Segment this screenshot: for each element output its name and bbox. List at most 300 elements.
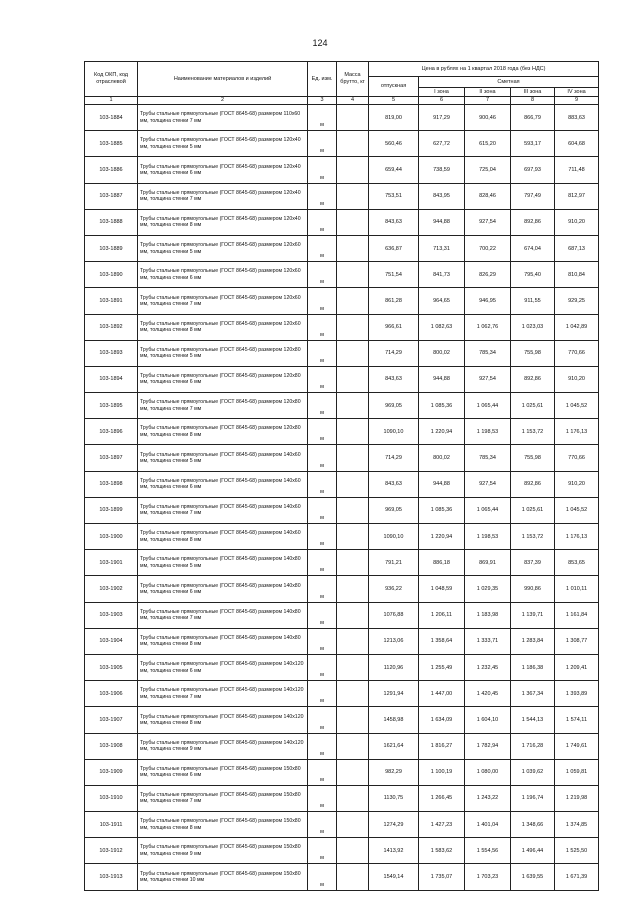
table-row xyxy=(85,785,599,811)
col-number: 1 xyxy=(85,97,138,105)
row-mass xyxy=(337,288,369,314)
header-price-group: Цена в рублях на 1 квартал 2018 года (без НДС) xyxy=(369,62,599,77)
table-row xyxy=(85,419,599,445)
row-zone-2-price: 1 080,00 xyxy=(465,759,511,785)
row-zone-3-price: 866,79 xyxy=(511,105,555,131)
row-release-price: 969,05 xyxy=(369,393,419,419)
row-mass xyxy=(337,105,369,131)
row-code: 103-1910 xyxy=(85,785,138,811)
row-name: Трубы стальные прямоугольные (ГОСТ 8645-68) размером 120x60 мм, толщина стенки 7 мм xyxy=(138,288,308,314)
row-release-price: 1120,96 xyxy=(369,654,419,680)
table-row xyxy=(85,759,599,785)
row-zone-2-price: 1 062,76 xyxy=(465,314,511,340)
header-release: отпускная xyxy=(369,77,419,97)
row-code: 103-1888 xyxy=(85,209,138,235)
row-zone-4-price: 1 176,13 xyxy=(555,524,599,550)
row-zone-4-price: 1 176,13 xyxy=(555,419,599,445)
row-unit: м xyxy=(308,235,337,261)
row-unit: м xyxy=(308,733,337,759)
row-zone-4-price: 1 749,61 xyxy=(555,733,599,759)
row-zone-1-price: 1 735,07 xyxy=(419,864,465,890)
row-zone-2-price: 946,95 xyxy=(465,288,511,314)
row-name: Трубы стальные прямоугольные (ГОСТ 8645-68) размером 150x80 мм, толщина стенки 8 мм xyxy=(138,812,308,838)
row-code: 103-1896 xyxy=(85,419,138,445)
row-zone-4-price: 1 042,89 xyxy=(555,314,599,340)
row-zone-2-price: 869,91 xyxy=(465,550,511,576)
row-mass xyxy=(337,707,369,733)
row-zone-4-price: 1 045,52 xyxy=(555,393,599,419)
row-name: Трубы стальные прямоугольные (ГОСТ 8645-68) размером 120x80 мм, толщина стенки 7 мм xyxy=(138,393,308,419)
col-number: 8 xyxy=(511,97,555,105)
row-code: 103-1892 xyxy=(85,314,138,340)
row-name: Трубы стальные прямоугольные (ГОСТ 8645-68) размером 140x60 мм, толщина стенки 7 мм xyxy=(138,497,308,523)
table-row xyxy=(85,654,599,680)
row-unit: м xyxy=(308,759,337,785)
row-zone-3-price: 911,55 xyxy=(511,288,555,314)
row-zone-4-price: 883,63 xyxy=(555,105,599,131)
table-row xyxy=(85,497,599,523)
row-zone-1-price: 1 816,27 xyxy=(419,733,465,759)
row-zone-1-price: 1 583,62 xyxy=(419,838,465,864)
row-unit: м xyxy=(308,628,337,654)
row-mass xyxy=(337,340,369,366)
table-row xyxy=(85,733,599,759)
row-name: Трубы стальные прямоугольные (ГОСТ 8645-68) размером 120x80 мм, толщина стенки 5 мм xyxy=(138,340,308,366)
row-unit: м xyxy=(308,314,337,340)
row-zone-3-price: 1 367,34 xyxy=(511,681,555,707)
row-name: Трубы стальные прямоугольные (ГОСТ 8645-68) размером 140x60 мм, толщина стенки 5 мм xyxy=(138,445,308,471)
row-name: Трубы стальные прямоугольные (ГОСТ 8645-68) размером 120x40 мм, толщина стенки 7 мм xyxy=(138,183,308,209)
row-zone-4-price: 604,68 xyxy=(555,131,599,157)
row-mass xyxy=(337,497,369,523)
table-row xyxy=(85,864,599,890)
row-code: 103-1899 xyxy=(85,497,138,523)
row-zone-2-price: 1 198,53 xyxy=(465,419,511,445)
row-release-price: 1076,88 xyxy=(369,602,419,628)
row-zone-2-price: 1 604,10 xyxy=(465,707,511,733)
row-zone-3-price: 755,98 xyxy=(511,340,555,366)
row-zone-2-price: 826,29 xyxy=(465,262,511,288)
row-unit: м xyxy=(308,288,337,314)
row-zone-1-price: 944,88 xyxy=(419,209,465,235)
row-name: Трубы стальные прямоугольные (ГОСТ 8645-68) размером 120x80 мм, толщина стенки 8 мм xyxy=(138,419,308,445)
table-row xyxy=(85,340,599,366)
row-zone-1-price: 886,18 xyxy=(419,550,465,576)
row-name: Трубы стальные прямоугольные (ГОСТ 8645-68) размером 150x80 мм, толщина стенки 9 мм xyxy=(138,838,308,864)
table-row xyxy=(85,812,599,838)
row-release-price: 714,29 xyxy=(369,445,419,471)
row-zone-2-price: 785,34 xyxy=(465,340,511,366)
row-code: 103-1912 xyxy=(85,838,138,864)
table-row xyxy=(85,314,599,340)
row-zone-1-price: 713,31 xyxy=(419,235,465,261)
table-row xyxy=(85,105,599,131)
header-unit: Ед. изм. xyxy=(308,62,337,97)
row-mass xyxy=(337,524,369,550)
row-release-price: 1458,98 xyxy=(369,707,419,733)
row-unit: м xyxy=(308,864,337,890)
table-row xyxy=(85,183,599,209)
row-mass xyxy=(337,785,369,811)
row-mass xyxy=(337,812,369,838)
row-code: 103-1905 xyxy=(85,654,138,680)
row-zone-4-price: 929,25 xyxy=(555,288,599,314)
row-mass xyxy=(337,209,369,235)
table-row xyxy=(85,576,599,602)
row-mass xyxy=(337,681,369,707)
row-name: Трубы стальные прямоугольные (ГОСТ 8645-68) размером 120x80 мм, толщина стенки 6 мм xyxy=(138,366,308,392)
row-zone-2-price: 900,46 xyxy=(465,105,511,131)
row-zone-3-price: 1 639,55 xyxy=(511,864,555,890)
row-unit: м xyxy=(308,131,337,157)
row-unit: м xyxy=(308,497,337,523)
table-body xyxy=(85,105,599,891)
row-zone-4-price: 770,66 xyxy=(555,340,599,366)
row-name: Трубы стальные прямоугольные (ГОСТ 8645-68) размером 120x60 мм, толщина стенки 6 мм xyxy=(138,262,308,288)
col-number: 7 xyxy=(465,97,511,105)
row-mass xyxy=(337,628,369,654)
row-code: 103-1897 xyxy=(85,445,138,471)
row-release-price: 843,63 xyxy=(369,209,419,235)
row-zone-1-price: 841,73 xyxy=(419,262,465,288)
row-mass xyxy=(337,235,369,261)
row-release-price: 560,46 xyxy=(369,131,419,157)
row-mass xyxy=(337,602,369,628)
header-estimate: Сметная xyxy=(419,77,599,88)
row-release-price: 1213,06 xyxy=(369,628,419,654)
row-zone-3-price: 755,98 xyxy=(511,445,555,471)
row-zone-3-price: 1 153,72 xyxy=(511,419,555,445)
row-zone-3-price: 1 496,44 xyxy=(511,838,555,864)
row-zone-4-price: 1 308,77 xyxy=(555,628,599,654)
row-name: Трубы стальные прямоугольные (ГОСТ 8645-68) размером 140x120 мм, толщина стенки 6 мм xyxy=(138,654,308,680)
table-row xyxy=(85,550,599,576)
row-release-price: 1090,10 xyxy=(369,524,419,550)
row-code: 103-1884 xyxy=(85,105,138,131)
row-release-price: 1130,75 xyxy=(369,785,419,811)
row-name: Трубы стальные прямоугольные (ГОСТ 8645-68) размером 120x40 мм, толщина стенки 8 мм xyxy=(138,209,308,235)
row-zone-3-price: 892,86 xyxy=(511,471,555,497)
row-unit: м xyxy=(308,654,337,680)
row-zone-4-price: 910,20 xyxy=(555,471,599,497)
row-code: 103-1902 xyxy=(85,576,138,602)
col-number: 9 xyxy=(555,97,599,105)
row-release-price: 1291,94 xyxy=(369,681,419,707)
row-code: 103-1894 xyxy=(85,366,138,392)
row-zone-1-price: 1 427,23 xyxy=(419,812,465,838)
row-unit: м xyxy=(308,419,337,445)
row-zone-4-price: 1 219,98 xyxy=(555,785,599,811)
row-name: Трубы стальные прямоугольные (ГОСТ 8645-68) размером 150x80 мм, толщина стенки 10 мм xyxy=(138,864,308,890)
header-name: Наименование материалов и изделий xyxy=(138,62,308,97)
row-zone-3-price: 1 283,84 xyxy=(511,628,555,654)
row-zone-3-price: 1 153,72 xyxy=(511,524,555,550)
row-mass xyxy=(337,654,369,680)
row-zone-4-price: 1 525,50 xyxy=(555,838,599,864)
row-zone-4-price: 1 161,84 xyxy=(555,602,599,628)
row-zone-1-price: 1 085,36 xyxy=(419,393,465,419)
row-code: 103-1913 xyxy=(85,864,138,890)
header-zone-3: III зона xyxy=(511,88,555,97)
row-unit: м xyxy=(308,550,337,576)
row-name: Трубы стальные прямоугольные (ГОСТ 8645-68) размером 140x80 мм, толщина стенки 7 мм xyxy=(138,602,308,628)
row-zone-4-price: 1 574,11 xyxy=(555,707,599,733)
table-row xyxy=(85,131,599,157)
row-name: Трубы стальные прямоугольные (ГОСТ 8645-68) размером 140x120 мм, толщина стенки 8 мм xyxy=(138,707,308,733)
row-code: 103-1885 xyxy=(85,131,138,157)
row-release-price: 843,63 xyxy=(369,366,419,392)
row-zone-1-price: 1 100,19 xyxy=(419,759,465,785)
table-row xyxy=(85,445,599,471)
row-code: 103-1908 xyxy=(85,733,138,759)
row-zone-1-price: 1 447,00 xyxy=(419,681,465,707)
row-zone-1-price: 944,88 xyxy=(419,366,465,392)
row-release-price: 982,29 xyxy=(369,759,419,785)
row-code: 103-1893 xyxy=(85,340,138,366)
row-zone-2-price: 700,22 xyxy=(465,235,511,261)
col-number: 6 xyxy=(419,97,465,105)
table-row xyxy=(85,366,599,392)
row-code: 103-1909 xyxy=(85,759,138,785)
row-unit: м xyxy=(308,393,337,419)
row-zone-2-price: 1 420,45 xyxy=(465,681,511,707)
row-unit: м xyxy=(308,340,337,366)
row-unit: м xyxy=(308,602,337,628)
row-code: 103-1887 xyxy=(85,183,138,209)
row-zone-1-price: 944,88 xyxy=(419,471,465,497)
row-code: 103-1906 xyxy=(85,681,138,707)
row-zone-2-price: 1 401,04 xyxy=(465,812,511,838)
table-row xyxy=(85,602,599,628)
row-code: 103-1911 xyxy=(85,812,138,838)
row-zone-4-price: 1 374,85 xyxy=(555,812,599,838)
row-zone-3-price: 1 039,62 xyxy=(511,759,555,785)
row-zone-3-price: 1 348,66 xyxy=(511,812,555,838)
row-mass xyxy=(337,445,369,471)
row-code: 103-1907 xyxy=(85,707,138,733)
row-release-price: 751,54 xyxy=(369,262,419,288)
row-zone-2-price: 1 782,94 xyxy=(465,733,511,759)
row-zone-3-price: 892,86 xyxy=(511,366,555,392)
row-zone-1-price: 1 206,11 xyxy=(419,602,465,628)
row-zone-3-price: 1 544,13 xyxy=(511,707,555,733)
row-zone-1-price: 800,02 xyxy=(419,340,465,366)
row-zone-4-price: 910,20 xyxy=(555,366,599,392)
row-mass xyxy=(337,157,369,183)
row-zone-4-price: 910,20 xyxy=(555,209,599,235)
row-zone-1-price: 738,59 xyxy=(419,157,465,183)
table-row xyxy=(85,235,599,261)
row-name: Трубы стальные прямоугольные (ГОСТ 8645-68) размером 120x60 мм, толщина стенки 8 мм xyxy=(138,314,308,340)
row-mass xyxy=(337,733,369,759)
row-zone-2-price: 927,54 xyxy=(465,471,511,497)
row-zone-1-price: 843,95 xyxy=(419,183,465,209)
row-zone-2-price: 1 065,44 xyxy=(465,497,511,523)
row-zone-3-price: 593,17 xyxy=(511,131,555,157)
page-number: 124 xyxy=(312,38,328,48)
row-zone-2-price: 1 232,45 xyxy=(465,654,511,680)
row-mass xyxy=(337,419,369,445)
row-zone-3-price: 990,86 xyxy=(511,576,555,602)
row-name: Трубы стальные прямоугольные (ГОСТ 8645-68) размером 140x120 мм, толщина стенки 9 мм xyxy=(138,733,308,759)
row-zone-1-price: 1 266,45 xyxy=(419,785,465,811)
row-mass xyxy=(337,864,369,890)
row-zone-3-price: 1 186,38 xyxy=(511,654,555,680)
row-mass xyxy=(337,838,369,864)
row-unit: м xyxy=(308,366,337,392)
row-zone-2-price: 1 703,23 xyxy=(465,864,511,890)
row-zone-3-price: 1 025,61 xyxy=(511,393,555,419)
row-mass xyxy=(337,262,369,288)
row-release-price: 966,61 xyxy=(369,314,419,340)
table-row xyxy=(85,628,599,654)
row-release-price: 1621,64 xyxy=(369,733,419,759)
row-zone-4-price: 810,84 xyxy=(555,262,599,288)
row-mass xyxy=(337,131,369,157)
table-row xyxy=(85,157,599,183)
row-mass xyxy=(337,759,369,785)
row-code: 103-1890 xyxy=(85,262,138,288)
table-row xyxy=(85,393,599,419)
row-unit: м xyxy=(308,445,337,471)
col-number: 3 xyxy=(308,97,337,105)
row-name: Трубы стальные прямоугольные (ГОСТ 8645-68) размером 120x40 мм, толщина стенки 5 мм xyxy=(138,131,308,157)
row-zone-1-price: 1 220,94 xyxy=(419,419,465,445)
row-name: Трубы стальные прямоугольные (ГОСТ 8645-68) размером 140x60 мм, толщина стенки 6 мм xyxy=(138,471,308,497)
row-mass xyxy=(337,576,369,602)
table-row xyxy=(85,471,599,497)
header-zone-2: II зона xyxy=(465,88,511,97)
row-release-price: 1274,29 xyxy=(369,812,419,838)
row-zone-3-price: 1 196,74 xyxy=(511,785,555,811)
row-zone-3-price: 1 023,03 xyxy=(511,314,555,340)
row-code: 103-1903 xyxy=(85,602,138,628)
row-mass xyxy=(337,366,369,392)
row-zone-4-price: 1 393,89 xyxy=(555,681,599,707)
row-zone-2-price: 1 198,53 xyxy=(465,524,511,550)
table-row xyxy=(85,707,599,733)
row-zone-2-price: 927,54 xyxy=(465,209,511,235)
row-mass xyxy=(337,314,369,340)
row-code: 103-1900 xyxy=(85,524,138,550)
row-zone-4-price: 711,48 xyxy=(555,157,599,183)
table-row xyxy=(85,209,599,235)
row-code: 103-1891 xyxy=(85,288,138,314)
row-unit: м xyxy=(308,209,337,235)
price-table xyxy=(84,61,599,891)
row-release-price: 1549,14 xyxy=(369,864,419,890)
row-mass xyxy=(337,471,369,497)
row-name: Трубы стальные прямоугольные (ГОСТ 8645-68) размером 140x80 мм, толщина стенки 6 мм xyxy=(138,576,308,602)
row-unit: м xyxy=(308,785,337,811)
row-release-price: 861,28 xyxy=(369,288,419,314)
row-name: Трубы стальные прямоугольные (ГОСТ 8645-68) размером 120x60 мм, толщина стенки 5 мм xyxy=(138,235,308,261)
row-release-price: 791,21 xyxy=(369,550,419,576)
table-row xyxy=(85,524,599,550)
row-zone-3-price: 674,04 xyxy=(511,235,555,261)
col-number: 5 xyxy=(369,97,419,105)
row-zone-1-price: 1 085,36 xyxy=(419,497,465,523)
header-mass: Масса брутто, кг xyxy=(337,62,369,97)
col-number: 2 xyxy=(138,97,308,105)
table-row xyxy=(85,288,599,314)
row-release-price: 753,51 xyxy=(369,183,419,209)
row-release-price: 659,44 xyxy=(369,157,419,183)
row-release-price: 1090,10 xyxy=(369,419,419,445)
row-code: 103-1901 xyxy=(85,550,138,576)
row-zone-4-price: 1 209,41 xyxy=(555,654,599,680)
row-name: Трубы стальные прямоугольные (ГОСТ 8645-68) размером 110x60 мм, толщина стенки 7 мм xyxy=(138,105,308,131)
row-zone-1-price: 1 048,59 xyxy=(419,576,465,602)
header-zone-4: IV зона xyxy=(555,88,599,97)
row-unit: м xyxy=(308,183,337,209)
row-zone-3-price: 837,39 xyxy=(511,550,555,576)
row-zone-3-price: 697,93 xyxy=(511,157,555,183)
row-name: Трубы стальные прямоугольные (ГОСТ 8645-68) размером 140x60 мм, толщина стенки 8 мм xyxy=(138,524,308,550)
row-mass xyxy=(337,393,369,419)
row-zone-4-price: 853,65 xyxy=(555,550,599,576)
row-name: Трубы стальные прямоугольные (ГОСТ 8645-68) размером 140x80 мм, толщина стенки 8 мм xyxy=(138,628,308,654)
row-code: 103-1898 xyxy=(85,471,138,497)
row-name: Трубы стальные прямоугольные (ГОСТ 8645-68) размером 150x80 мм, толщина стенки 6 мм xyxy=(138,759,308,785)
row-mass xyxy=(337,183,369,209)
row-zone-1-price: 1 220,94 xyxy=(419,524,465,550)
row-zone-1-price: 627,72 xyxy=(419,131,465,157)
row-zone-1-price: 917,29 xyxy=(419,105,465,131)
row-unit: м xyxy=(308,157,337,183)
row-zone-2-price: 927,54 xyxy=(465,366,511,392)
row-name: Трубы стальные прямоугольные (ГОСТ 8645-68) размером 150x80 мм, толщина стенки 7 мм xyxy=(138,785,308,811)
row-zone-4-price: 770,66 xyxy=(555,445,599,471)
row-zone-1-price: 964,65 xyxy=(419,288,465,314)
col-number: 4 xyxy=(337,97,369,105)
table-row xyxy=(85,681,599,707)
row-code: 103-1895 xyxy=(85,393,138,419)
row-zone-2-price: 1 243,22 xyxy=(465,785,511,811)
table-row xyxy=(85,838,599,864)
row-zone-2-price: 785,34 xyxy=(465,445,511,471)
row-zone-2-price: 725,04 xyxy=(465,157,511,183)
row-unit: м xyxy=(308,838,337,864)
row-zone-3-price: 1 716,28 xyxy=(511,733,555,759)
row-unit: м xyxy=(308,681,337,707)
row-unit: м xyxy=(308,262,337,288)
row-release-price: 819,00 xyxy=(369,105,419,131)
row-release-price: 636,87 xyxy=(369,235,419,261)
row-zone-1-price: 1 358,64 xyxy=(419,628,465,654)
row-zone-2-price: 1 029,35 xyxy=(465,576,511,602)
row-unit: м xyxy=(308,707,337,733)
row-zone-3-price: 797,49 xyxy=(511,183,555,209)
header-zone-1: I зона xyxy=(419,88,465,97)
row-zone-4-price: 1 059,81 xyxy=(555,759,599,785)
row-zone-3-price: 1 025,61 xyxy=(511,497,555,523)
row-mass xyxy=(337,550,369,576)
row-zone-2-price: 1 554,56 xyxy=(465,838,511,864)
row-unit: м xyxy=(308,471,337,497)
row-code: 103-1904 xyxy=(85,628,138,654)
row-zone-1-price: 1 634,09 xyxy=(419,707,465,733)
row-unit: м xyxy=(308,812,337,838)
row-zone-3-price: 1 139,71 xyxy=(511,602,555,628)
row-zone-4-price: 1 045,52 xyxy=(555,497,599,523)
row-name: Трубы стальные прямоугольные (ГОСТ 8645-68) размером 140x80 мм, толщина стенки 5 мм xyxy=(138,550,308,576)
row-zone-2-price: 615,20 xyxy=(465,131,511,157)
row-unit: м xyxy=(308,524,337,550)
row-release-price: 969,05 xyxy=(369,497,419,523)
row-code: 103-1886 xyxy=(85,157,138,183)
row-zone-2-price: 828,46 xyxy=(465,183,511,209)
